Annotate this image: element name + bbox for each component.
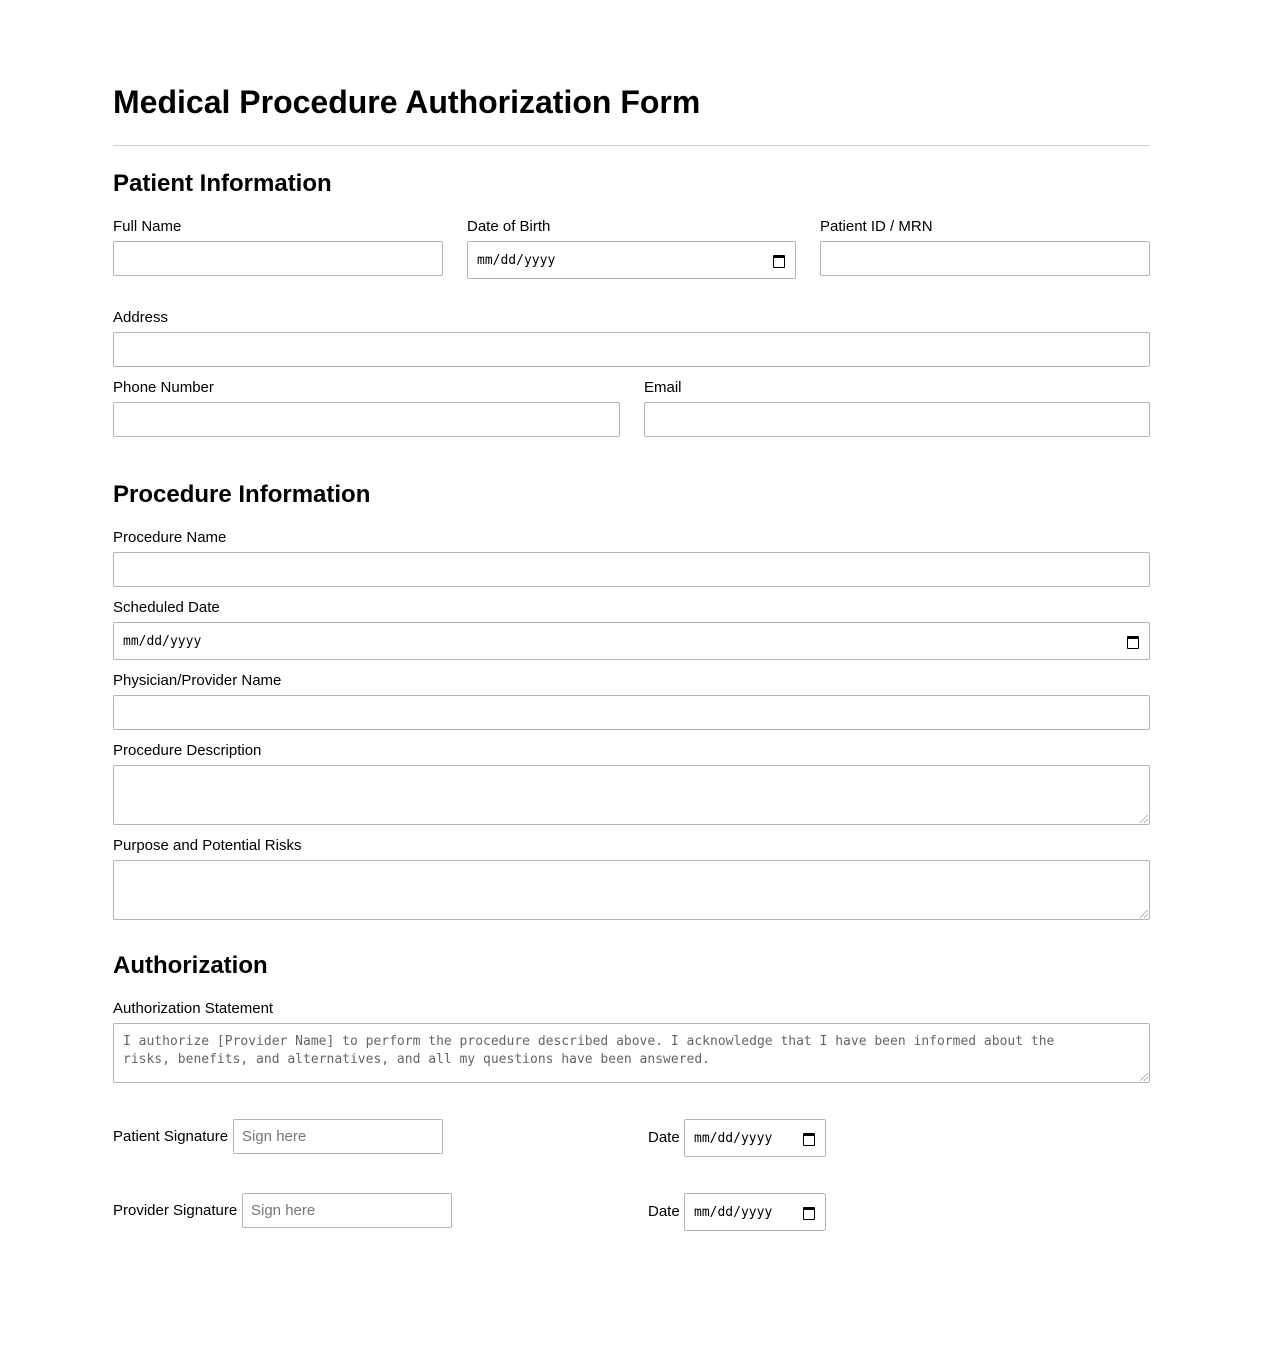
- form-title: Medical Procedure Authorization Form: [113, 84, 701, 120]
- provider-date-mask: mm/dd/yyyy: [694, 1204, 773, 1220]
- provider-signature-label: Provider Signature: [113, 1202, 238, 1219]
- phone-input[interactable]: [113, 402, 620, 437]
- risks-label: Purpose and Potential Risks: [113, 837, 302, 854]
- patient-signature-label: Patient Signature: [113, 1128, 229, 1145]
- dob-mask: mm/dd/yyyy: [477, 252, 556, 268]
- risks-textarea[interactable]: [113, 860, 1150, 920]
- patient-signature-input[interactable]: [233, 1119, 443, 1154]
- statement-label: Authorization Statement: [113, 1000, 274, 1017]
- patient-signature-placeholder: Sign here: [242, 1128, 307, 1145]
- email-input[interactable]: [644, 402, 1150, 437]
- patient-date-mask: mm/dd/yyyy: [694, 1130, 773, 1146]
- patient-date-label: Date: [648, 1129, 680, 1146]
- provider-signature-input[interactable]: [242, 1193, 452, 1228]
- calendar-icon[interactable]: [803, 1206, 815, 1218]
- dob-input[interactable]: [467, 241, 796, 279]
- resize-handle-icon[interactable]: [1140, 910, 1148, 918]
- provider-date-label: Date: [648, 1203, 680, 1220]
- title-divider: [113, 145, 1150, 146]
- patient-date-input[interactable]: [684, 1119, 826, 1157]
- provider-signature-placeholder: Sign here: [251, 1202, 316, 1219]
- description-textarea[interactable]: [113, 765, 1150, 825]
- procedure-section-heading: Procedure Information: [113, 481, 371, 508]
- phone-label: Phone Number: [113, 379, 214, 396]
- description-label: Procedure Description: [113, 742, 262, 759]
- provider-date-input[interactable]: [684, 1193, 826, 1231]
- resize-handle-icon[interactable]: [1140, 1073, 1148, 1081]
- scheduled-date-mask: mm/dd/yyyy: [123, 633, 202, 649]
- patient-id-input[interactable]: [820, 241, 1150, 276]
- full-name-label: Full Name: [113, 218, 182, 235]
- procedure-name-label: Procedure Name: [113, 529, 227, 546]
- address-label: Address: [113, 309, 169, 326]
- scheduled-date-input[interactable]: [113, 622, 1150, 660]
- statement-placeholder: I authorize [Provider Name] to perform the procedure described above. I acknowledge that I have been informed about the risks, benefits, and alternatives, and all my questions have been answered.: [123, 1034, 1055, 1067]
- dob-label: Date of Birth: [467, 218, 551, 235]
- resize-handle-icon[interactable]: [1140, 815, 1148, 823]
- procedure-name-input[interactable]: [113, 552, 1150, 587]
- address-input[interactable]: [113, 332, 1150, 367]
- scheduled-date-label: Scheduled Date: [113, 599, 220, 616]
- statement-textarea[interactable]: [113, 1023, 1150, 1083]
- authorization-section-heading: Authorization: [113, 952, 268, 979]
- physician-input[interactable]: [113, 695, 1150, 730]
- email-label: Email: [644, 379, 682, 396]
- patient-id-label: Patient ID / MRN: [820, 218, 933, 235]
- patient-section-heading: Patient Information: [113, 170, 332, 197]
- physician-label: Physician/Provider Name: [113, 672, 282, 689]
- full-name-input[interactable]: [113, 241, 443, 276]
- calendar-icon[interactable]: [803, 1132, 815, 1144]
- calendar-icon[interactable]: [773, 254, 785, 266]
- calendar-icon[interactable]: [1127, 635, 1139, 647]
